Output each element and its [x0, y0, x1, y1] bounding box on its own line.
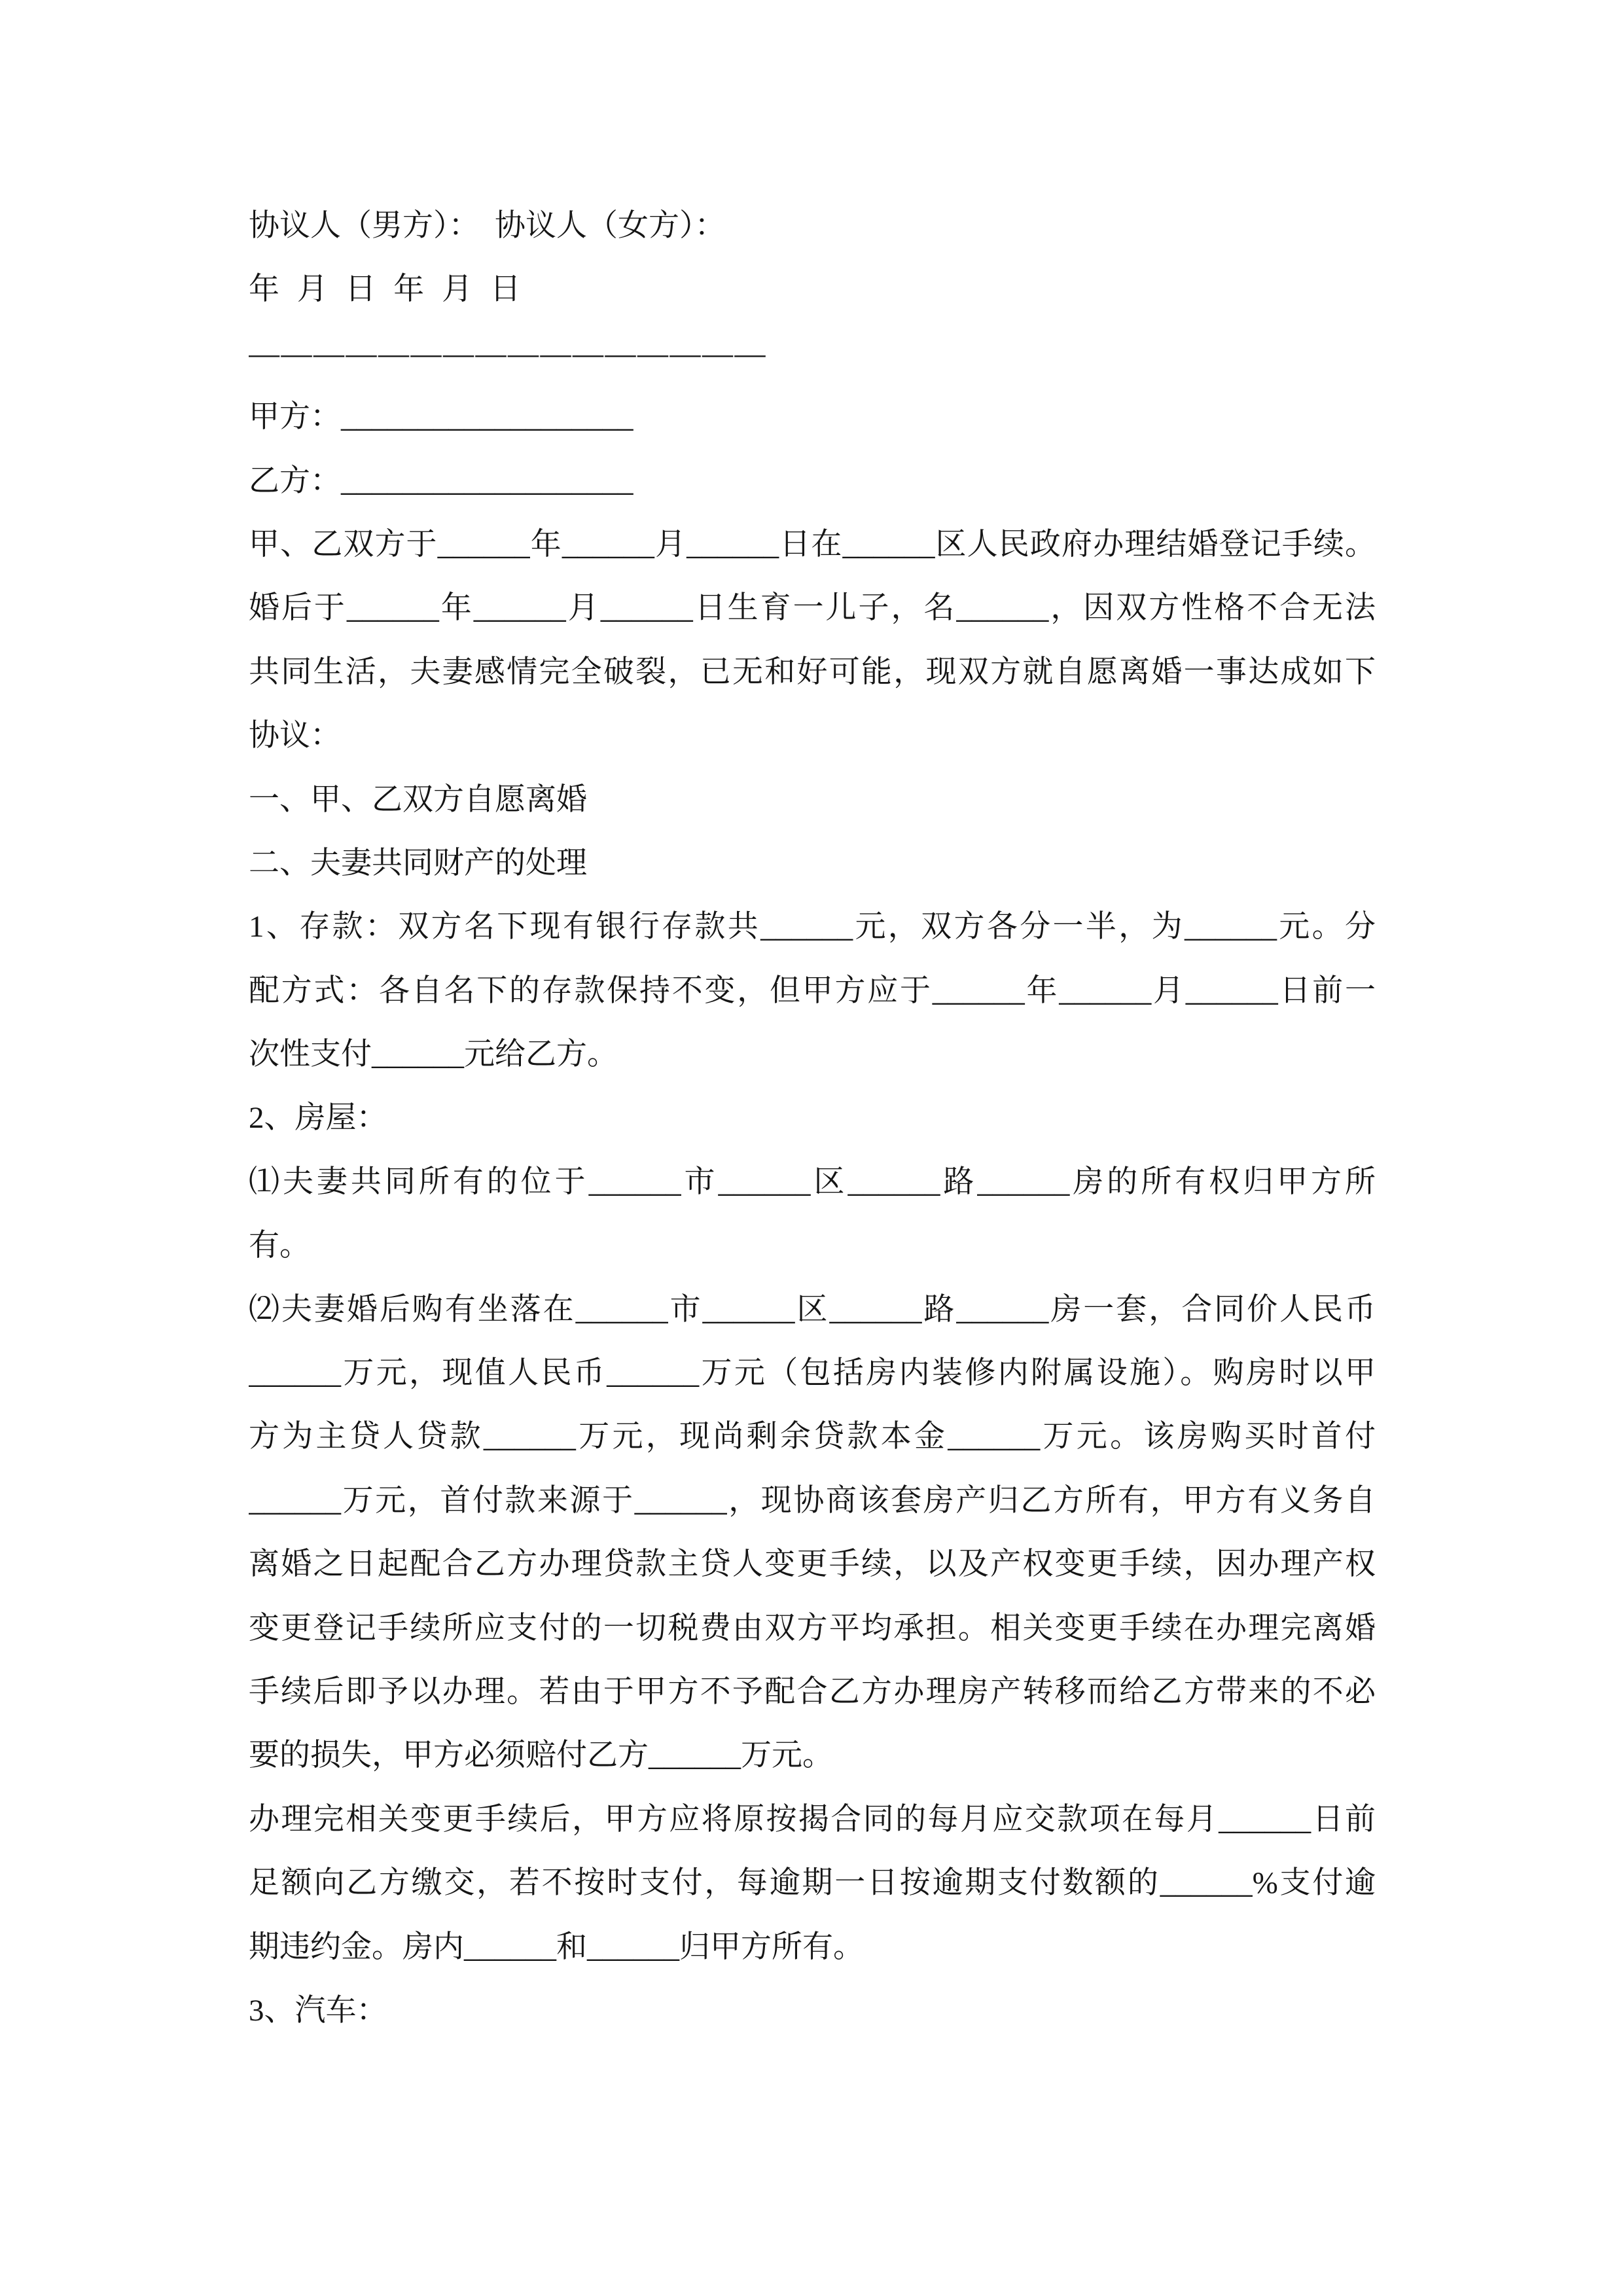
party-a-label: 甲方： [249, 400, 341, 435]
deposits-line: 1、存款：双方名下现有银行存款共______元，双方各分一半，为______元。分 [249, 910, 1376, 944]
clause-1-heading: 一、甲、乙双方自愿离婚 [249, 782, 587, 817]
deposits-paragraph [249, 895, 1376, 1086]
signatories-line: 协议人（男方）： 协议人（女方）： [249, 209, 726, 243]
housing-item-2-line: 变更登记手续所应支付的一切税费由双方平均承担。相关变更手续在办理完离婚 [249, 1611, 1376, 1645]
mortgage-line: 办理完相关变更手续后，甲方应将原按揭合同的每月应交款项在每月______日前 [249, 1802, 1376, 1837]
clause-2-heading: 二、夫妻共同财产的处理 [249, 846, 587, 880]
housing-item-2-line: 要的损失，甲方必须赔付乙方______万元。 [249, 1738, 833, 1773]
deposits-line: 次性支付______元给乙方。 [249, 1037, 618, 1072]
party-b-label: 乙方： [249, 463, 341, 498]
housing-item-2-line: ______万元，现值人民币______万元（包括房内装修内附属设施）。购房时以甲 [249, 1356, 1376, 1391]
mortgage-line: 期违约金。房内______和______归甲方所有。 [249, 1929, 864, 1964]
housing-item-1-line: 有。 [249, 1229, 310, 1263]
housing-item-2-line: ______万元，首付款来源于______，现协商该套房产归乙方所有，甲方有义务自 [249, 1483, 1376, 1518]
housing-item-2-line: 离婚之日起配合乙方办理贷款主贷人变更手续，以及产权变更手续，因办理产权 [249, 1547, 1376, 1582]
party-b-blank: ___________________ [341, 463, 633, 498]
housing-item-2-line: ⑵夫妻婚后购有坐落在______市______区______路______房一套，合同价人民币 [249, 1292, 1376, 1327]
preamble-line: 协议： [249, 719, 341, 753]
housing-item-2-line: 方为主贷人贷款______万元，现尚剩余贷款本金______万元。该房购买时首付 [249, 1420, 1376, 1454]
preamble-line: 共同生活，夫妻感情完全破裂，已无和好可能，现双方就自愿离婚一事达成如下 [249, 655, 1376, 689]
party-a-line [249, 386, 1376, 449]
housing-item-1-line: ⑴夫妻共同所有的位于______市______区______路______房的所有权归甲方所 [249, 1164, 1376, 1199]
party-b-line [249, 450, 1376, 513]
separator-line: ———————————————— [249, 336, 767, 370]
preamble-paragraph [249, 513, 1376, 768]
housing-heading: 2、房屋： [249, 1101, 387, 1136]
mortgage-paragraph [249, 1788, 1376, 1979]
deposits-line: 配方式：各自名下的存款保持不变，但甲方应于______年______月______日前一 [249, 973, 1376, 1008]
housing-item-2 [249, 1278, 1376, 1788]
agreement-text [249, 194, 1376, 2043]
housing-item-1 [249, 1151, 1376, 1278]
car-heading: 3、汽车： [249, 1993, 387, 2028]
housing-item-2-line: 手续后即予以办理。若由于甲方不予配合乙方办理房产转移而给乙方带来的不必 [249, 1674, 1376, 1709]
preamble-line: 婚后于______年______月______日生育一儿子，名______，因双方性格不合无法 [249, 591, 1376, 626]
mortgage-line: 足额向乙方缴交，若不按时支付，每逾期一日按逾期支付数额的______%支付逾 [249, 1866, 1376, 1901]
preamble-line: 甲、乙双方于______年______月______日在______区人民政府办理结婚登记手续。 [249, 527, 1376, 562]
signature-dates-line: 年 月 日 年 月 日 [249, 272, 521, 307]
party-a-blank: ___________________ [341, 400, 633, 435]
